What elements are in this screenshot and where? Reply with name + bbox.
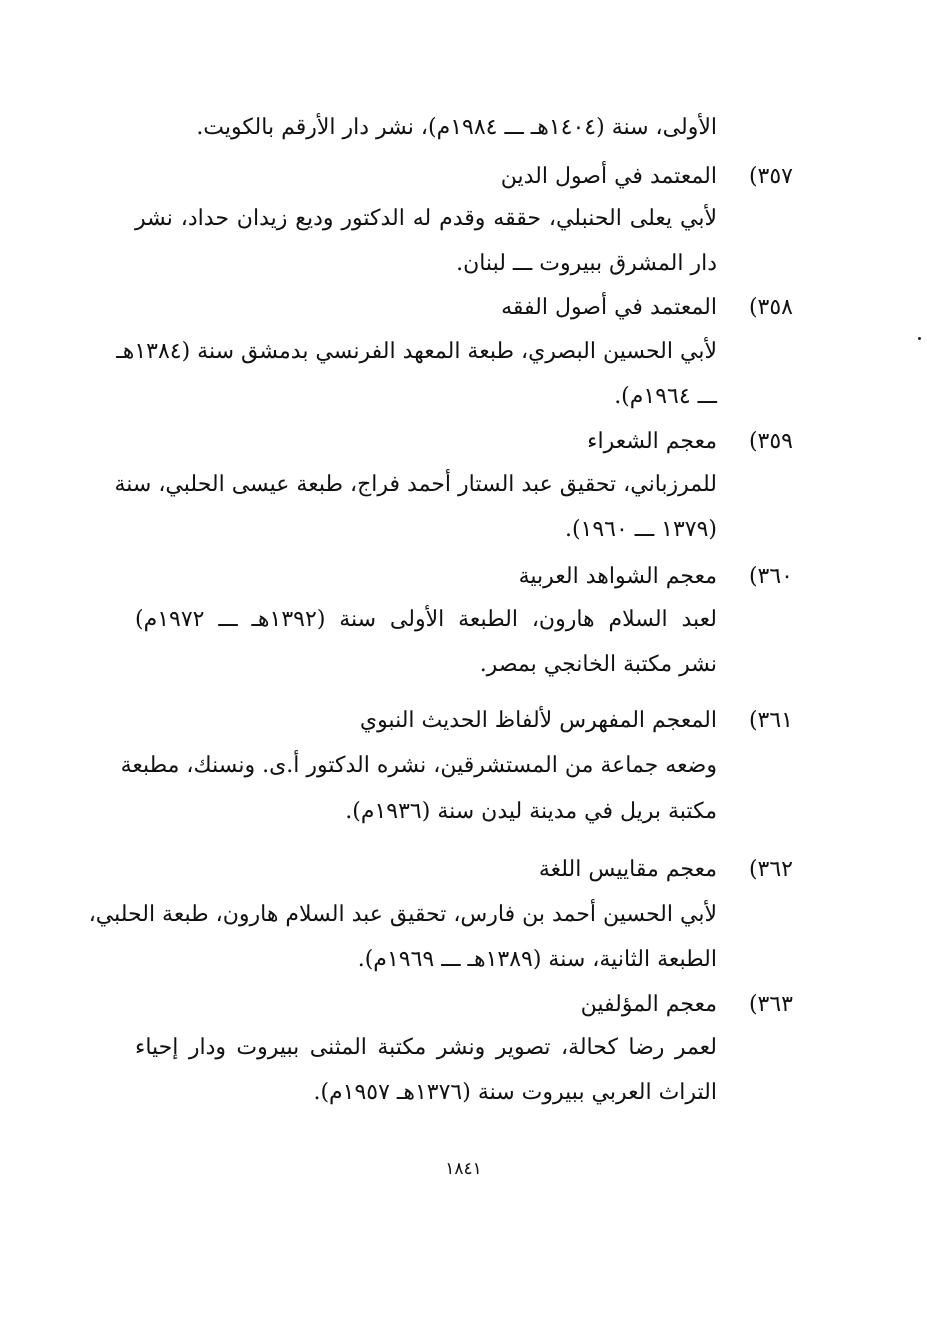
entry-body-line: لأبي الحسين أحمد بن فارس، تحقيق عبد السلام هارون، طبعة الحلبي، — [88, 902, 717, 927]
entry-title: المعجم المفهرس لألفاظ الحديث النبوي — [359, 708, 717, 733]
entry-body-line: التراث العربي ببيروت سنة (١٣٧٦هـ ١٩٥٧م). — [313, 1080, 717, 1105]
entry-number: ٣٦٣) — [748, 992, 793, 1017]
continuation-line: الأولى، سنة (١٤٠٤هـ ـــ ١٩٨٤م)، نشر دار الأرقم بالكويت. — [196, 115, 717, 140]
entry-body-line: الطبعة الثانية، سنة (١٣٨٩هـ ـــ ١٩٦٩م). — [357, 947, 717, 972]
entry-body-line: مكتبة بريل في مدينة ليدن سنة (١٩٣٦م). — [345, 799, 717, 824]
entry-number: ٣٥٩) — [748, 429, 793, 454]
entry-title: المعتمد في أصول الفقه — [501, 295, 717, 320]
entry-body-line: لأبي الحسين البصري، طبعة المعهد الفرنسي بدمشق سنة (١٣٨٤هـ — [116, 339, 717, 364]
entry-body-line: لعبد السلام هارون، الطبعة الأولى سنة (١٣٩٢هـ ـــ ١٩٧٢م) — [135, 607, 717, 632]
entry-number: ٣٥٨) — [748, 295, 793, 320]
entry-body-line: نشر مكتبة الخانجي بمصر. — [479, 652, 717, 677]
entry-number: ٣٦١) — [748, 708, 793, 733]
entry-body-line: لأبي يعلى الحنبلي، حققه وقدم له الدكتور وديع زيدان حداد، نشر — [135, 206, 717, 231]
page-number: ١٨٤١ — [445, 1159, 482, 1179]
entry-title: المعتمد في أصول الدين — [500, 164, 717, 189]
entry-body-line: (١٣٧٩ ـــ ١٩٦٠). — [564, 517, 717, 542]
entry-number: ٣٦٢) — [748, 857, 793, 882]
entry-body-line: لعمر رضا كحالة، تصوير ونشر مكتبة المثنى ببيروت ودار إحياء — [135, 1035, 717, 1060]
entry-body-line: دار المشرق ببيروت ـــ لبنان. — [456, 251, 717, 276]
scan-speck — [918, 337, 921, 340]
entry-number: ٣٥٧) — [748, 164, 793, 189]
entry-title: معجم الشعراء — [587, 429, 717, 454]
entry-body-line: ـــ ١٩٦٤م). — [614, 384, 717, 409]
entry-title: معجم المؤلفين — [580, 992, 717, 1017]
entry-body-line: وضعه جماعة من المستشرقين، نشره الدكتور أ.ى. ونسنك، مطبعة — [120, 753, 717, 778]
entry-body-line: للمرزباني، تحقيق عبد الستار أحمد فراج، طبعة عيسى الحلبي، سنة — [114, 472, 717, 497]
entry-title: معجم مقاييس اللغة — [538, 857, 717, 882]
entry-title: معجم الشواهد العربية — [518, 564, 717, 589]
entry-number: ٣٦٠) — [748, 564, 793, 589]
